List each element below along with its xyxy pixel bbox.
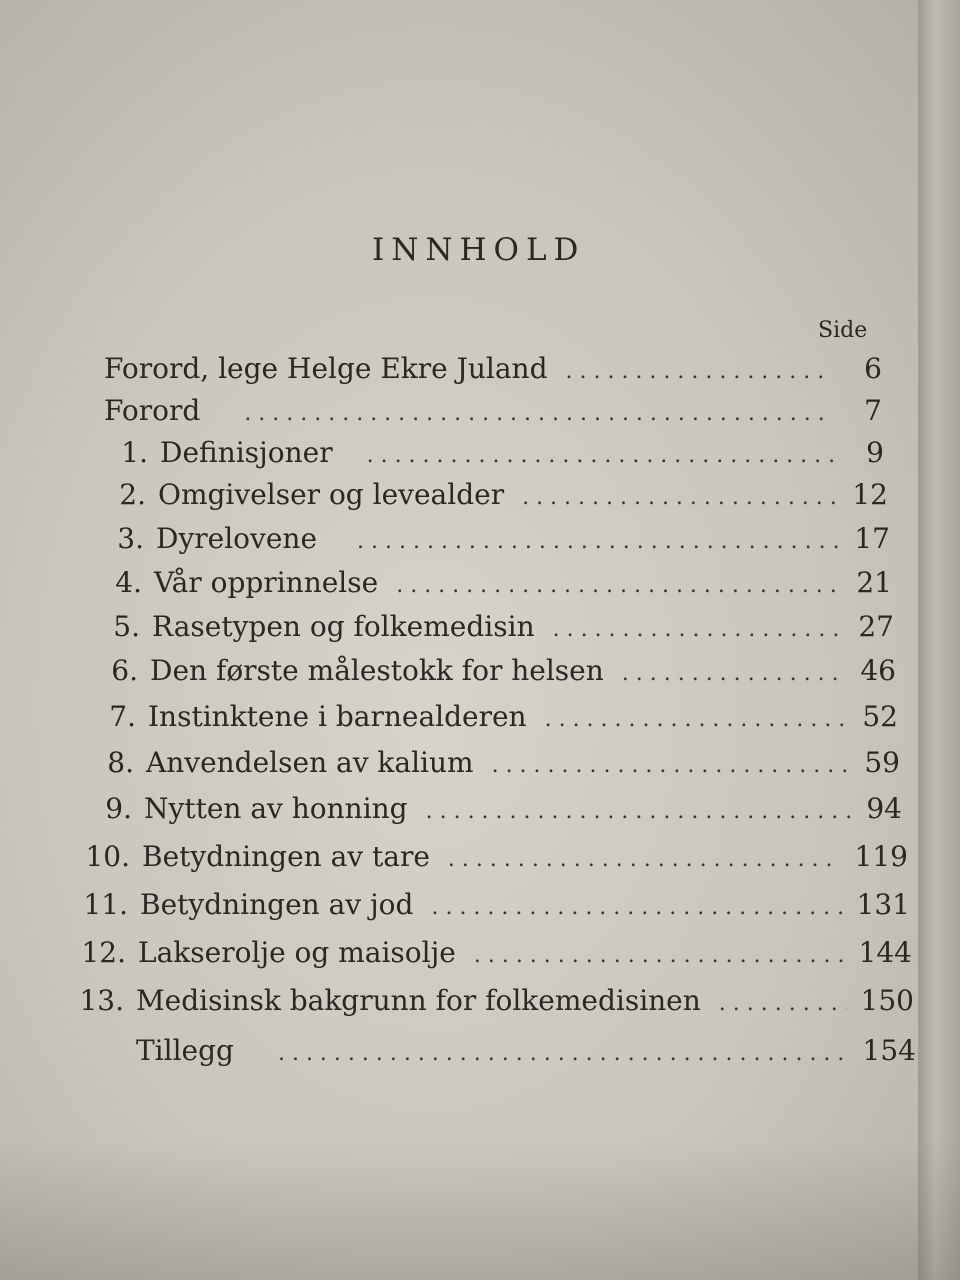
entry-title: Tillegg [136, 1034, 234, 1067]
entry-title: Medisinsk bakgrunn for folkemedisinen [136, 984, 701, 1017]
entry-page: 17 [854, 522, 890, 555]
page-shadow [0, 1140, 960, 1280]
entry-number: 6. [111, 654, 138, 687]
entry-number: 13. [79, 984, 124, 1017]
dot-leader [719, 991, 847, 1016]
page-title: INNHOLD [372, 232, 586, 268]
toc-entry [86, 436, 884, 476]
toc-entry [78, 610, 894, 650]
dot-leader [278, 1041, 849, 1066]
toc-entry [62, 1034, 916, 1074]
dot-leader [492, 753, 850, 778]
entry-number: 10. [85, 840, 130, 873]
toc-entry [84, 478, 888, 518]
entry-number: 4. [115, 566, 142, 599]
toc-entry [74, 700, 898, 740]
entry-title: Instinktene i barnealderen [148, 700, 527, 733]
dot-leader [426, 799, 852, 824]
entry-number: 7. [109, 700, 136, 733]
entry-page: 12 [852, 478, 888, 511]
entry-page: 144 [858, 936, 912, 969]
entry-number: 11. [83, 888, 128, 921]
entry-number: 3. [117, 522, 144, 555]
dot-leader [367, 443, 834, 468]
dot-leader [448, 847, 841, 872]
entry-title: Forord [104, 394, 201, 427]
entry-number: 8. [107, 746, 134, 779]
page-column-label: Side [818, 318, 868, 343]
entry-title: Omgivelser og levealder [158, 478, 505, 511]
toc-entry [64, 936, 912, 976]
toc-entry [76, 654, 896, 694]
entry-title: Betydningen av jod [140, 888, 414, 921]
entry-title: Betydningen av tare [142, 840, 430, 873]
entry-title: Den første målestokk for helsen [150, 654, 604, 687]
entry-title: Nytten av honning [144, 792, 408, 825]
entry-page: 59 [864, 746, 900, 779]
entry-number: 5. [113, 610, 140, 643]
entry-page: 9 [866, 436, 884, 469]
dot-leader [431, 895, 842, 920]
entry-title: Dyrelovene [156, 522, 318, 555]
entry-page: 52 [862, 700, 898, 733]
entry-page: 7 [864, 394, 882, 427]
entry-page: 21 [856, 566, 892, 599]
entry-title: Vår opprinnelse [154, 566, 379, 599]
toc-entry [68, 840, 908, 880]
entry-number: 2. [119, 478, 146, 511]
dot-leader [545, 707, 848, 732]
dot-leader [396, 573, 842, 598]
entry-page: 131 [856, 888, 910, 921]
dot-leader [622, 661, 846, 686]
dot-leader [522, 485, 838, 510]
entry-title: Lakserolje og maisolje [138, 936, 456, 969]
entry-page: 154 [862, 1034, 916, 1067]
dot-leader [357, 529, 840, 554]
entry-page: 94 [866, 792, 902, 825]
toc-entry [62, 984, 914, 1024]
entry-title: Rasetypen og folkemedisin [152, 610, 535, 643]
entry-title: Forord, lege Helge Ekre Juland [104, 352, 548, 385]
entry-number: 1. [121, 436, 148, 469]
toc-entry [70, 792, 902, 832]
toc-entry [104, 394, 882, 434]
dot-leader [244, 401, 832, 426]
toc-entry [72, 746, 900, 786]
toc-entry [82, 522, 890, 562]
entry-number: 12. [81, 936, 126, 969]
page-edge [918, 0, 960, 1280]
entry-title: Definisjoner [160, 436, 333, 469]
dot-leader [553, 617, 844, 642]
entry-page: 27 [858, 610, 894, 643]
entry-page: 119 [854, 840, 908, 873]
entry-number: 9. [105, 792, 132, 825]
dot-leader [474, 943, 845, 968]
entry-page: 46 [860, 654, 896, 687]
entry-page: 6 [864, 352, 882, 385]
toc-entry [66, 888, 910, 928]
entry-title: Anvendelsen av kalium [146, 746, 474, 779]
toc-entry [80, 566, 892, 606]
toc-entry [104, 352, 882, 392]
dot-leader [566, 359, 833, 384]
entry-page: 150 [860, 984, 914, 1017]
